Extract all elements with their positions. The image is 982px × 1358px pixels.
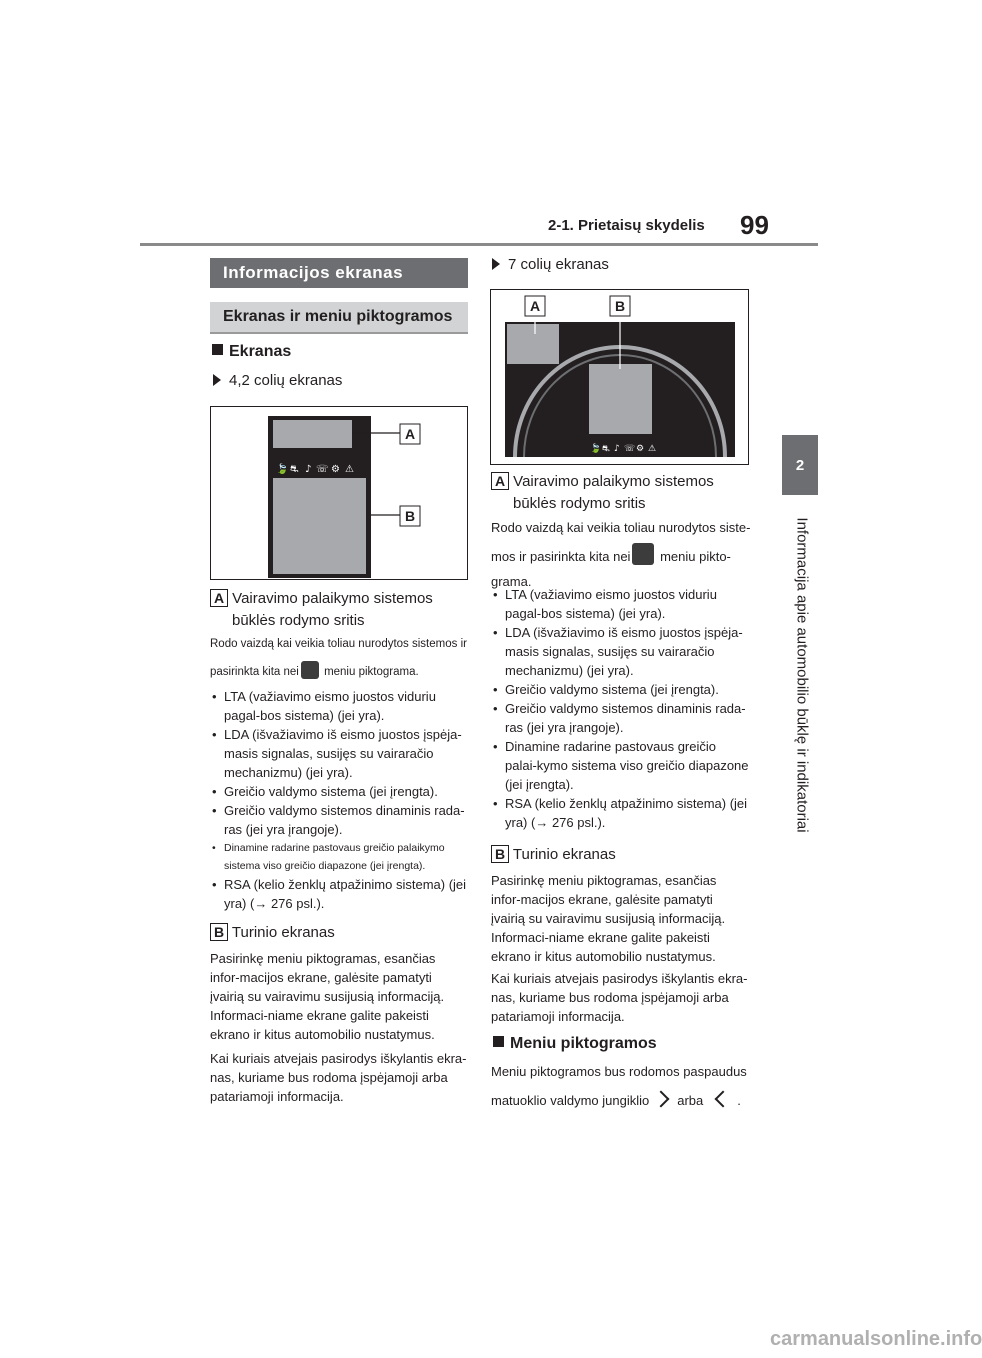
section-b-paragraph-2: Kai kuriais atvejais pasirodys iškylantis ekra-nas, kuriame bus rodoma įspėjamoji arba patariamoji informacija. [210, 1051, 467, 1104]
list-item: • LDA (išvažiavimo iš eismo juostos įspėja-masis signalas, susijęs su vairaračio mechanizmu) (jei yra). [493, 623, 751, 680]
heading-ekranas: Ekranas [212, 343, 291, 361]
label-b: B [210, 923, 228, 941]
gear-icon: ⚙ [636, 444, 645, 454]
warning-icon: ⚠ [345, 464, 354, 475]
intro-line2 [210, 661, 470, 681]
meniu-line2c: . [737, 1093, 741, 1108]
chapter-title-text: Informacija apie automobilio būklę ir indikatoriai [793, 517, 811, 833]
list-item: • Dinamine radarine pastovaus greičio palai-kymo sistema viso greičio diapazone (jei įrengta). [493, 737, 751, 794]
section-b-paragraph-1: Pasirinkę meniu piktogramas, esančias infor-macijos ekrane, galėsite pamatyti įvairią su vairavimu susijusią informaciją. Informaci-niame ekrane galite pakeisti ekrano ir kitus automobilio nustatymus. [491, 873, 726, 964]
section-b-title: Turinio ekranas [231, 924, 335, 941]
chapter-tab: 2 [782, 435, 818, 495]
intro-line2a: mos ir pasirinkta kita nei [491, 549, 631, 564]
intro-line2a: pasirinkta kita nei [210, 666, 299, 678]
section-b-paragraph-2: Kai kuriais atvejais pasirodys iškylantis ekra-nas, kuriame bus rodoma įspėjamoji arba patariamoji informacija. [491, 971, 748, 1024]
section-a-heading [491, 471, 753, 515]
section-b-paragraph-1: Pasirinkę meniu piktogramas, esančias infor-macijos ekrane, galėsite pamatyti įvairią su vairavimu susijusią informaciją. Informaci-niame ekrane galite pakeisti ekrano ir kitus automobilio nustatymus. [210, 951, 445, 1042]
meniu-line1: Meniu piktogramos bus rodomos paspaudus [491, 1064, 747, 1079]
section-title-bar: Informacijos ekranas [210, 258, 468, 288]
subheading-7-inch: 7 colių ekranas [492, 256, 609, 273]
section-b-title: Turinio ekranas [512, 846, 616, 863]
gear-icon: ⚙ [331, 464, 340, 475]
subsection-title-bar: Ekranas ir meniu piktogramos [210, 302, 468, 334]
list-item: • RSA (kelio ženklų atpažinimo sistema) (jei yra) (→ 276 psl.). [212, 875, 468, 913]
header-rule [140, 243, 818, 246]
phone-icon: ☏ [316, 464, 329, 475]
driving-support-icon [301, 661, 319, 679]
chevron-right-icon [653, 1091, 670, 1108]
section-a-bullets [493, 585, 751, 832]
driving-support-icon: ⛐ [290, 464, 299, 475]
intro-line2b: meniu piktograma. [324, 666, 419, 678]
list-item: • Greičio valdymo sistema (jei įrengta). [493, 680, 751, 699]
list-item: • LTA (važiavimo eismo juostos viduriu pagal-bos sistema) (jei yra). [493, 585, 751, 623]
figure-4-2-inch-display [210, 406, 468, 580]
chapter-title [790, 510, 814, 840]
intro-line3: grama. [491, 574, 532, 589]
section-a-bullets [212, 687, 468, 913]
chevron-left-icon [715, 1091, 732, 1108]
driving-support-icon [632, 543, 654, 565]
audio-note-icon: ♪ [305, 464, 312, 475]
section-b-heading [210, 922, 335, 944]
label-a: A [491, 472, 509, 490]
meniu-paragraph [491, 1062, 753, 1110]
section-a-title-line1: Vairavimo palaikymo sistemos [232, 590, 433, 607]
section-b-heading [491, 844, 616, 866]
section-a-intro [210, 636, 470, 681]
page-number: 99 [740, 210, 769, 240]
list-item: • LDA (išvažiavimo iš eismo juostos įspėja-masis signalas, susijęs su vairaračio mechanizmu) (jei yra). [212, 725, 468, 782]
figure-label-a: A [529, 298, 541, 314]
label-b: B [491, 845, 509, 863]
list-item: • LTA (važiavimo eismo juostos viduriu pagal-bos sistema) (jei yra). [212, 687, 468, 725]
figure-label-b: B [614, 298, 626, 314]
subheading-4-2-inch: 4,2 colių ekranas [213, 372, 342, 389]
section-a-title-line2: būklės rodymo sritis [232, 612, 365, 629]
list-item: • Greičio valdymo sistemos dinaminis rada-ras (jei yra įrangoje). [212, 801, 468, 839]
section-header: 2-1. Prietaisų skydelis [548, 217, 705, 234]
watermark: carmanualsonline.info [770, 1328, 982, 1350]
heading-meniu-piktogramos: Meniu piktogramos [493, 1035, 657, 1053]
section-a-title-line2: būklės rodymo sritis [513, 495, 646, 512]
intro-line1: Rodo vaizdą kai veikia toliau nurodytos sistemos ir [210, 638, 467, 650]
meniu-line2 [491, 1091, 753, 1110]
eco-leaf-icon: 🍃 [590, 444, 602, 454]
intro-line1: Rodo vaizdą kai veikia toliau nurodytos siste- [491, 520, 751, 535]
figure-7-inch-display [490, 289, 749, 465]
section-a-heading [210, 588, 470, 632]
eco-leaf-icon: 🍃 [276, 464, 289, 475]
section-a-title-line1: Vairavimo palaikymo sistemos [513, 473, 714, 490]
section-a-intro [491, 518, 753, 591]
label-a: A [210, 589, 228, 607]
list-item: • Dinamine radarine pastovaus greičio palaikymo sistema viso greičio diapazone (jei įrengta). [212, 839, 468, 875]
figure-label-a: A [404, 426, 416, 442]
meniu-line2b: arba [677, 1093, 704, 1108]
figure-label-b: B [404, 508, 416, 524]
list-item: • Greičio valdymo sistema (jei įrengta). [212, 782, 468, 801]
warning-icon: ⚠ [648, 444, 657, 454]
audio-note-icon: ♪ [614, 444, 620, 454]
phone-icon: ☏ [624, 444, 636, 454]
intro-line2b: meniu pikto- [660, 549, 731, 564]
intro-line2 [491, 543, 753, 566]
list-item: • Greičio valdymo sistemos dinaminis rada-ras (jei yra įrangoje). [493, 699, 751, 737]
meniu-line2a: matuoklio valdymo jungiklio [491, 1093, 650, 1108]
driving-support-icon: ⛐ [602, 444, 610, 454]
list-item: • RSA (kelio ženklų atpažinimo sistema) (jei yra) (→ 276 psl.). [493, 794, 751, 832]
